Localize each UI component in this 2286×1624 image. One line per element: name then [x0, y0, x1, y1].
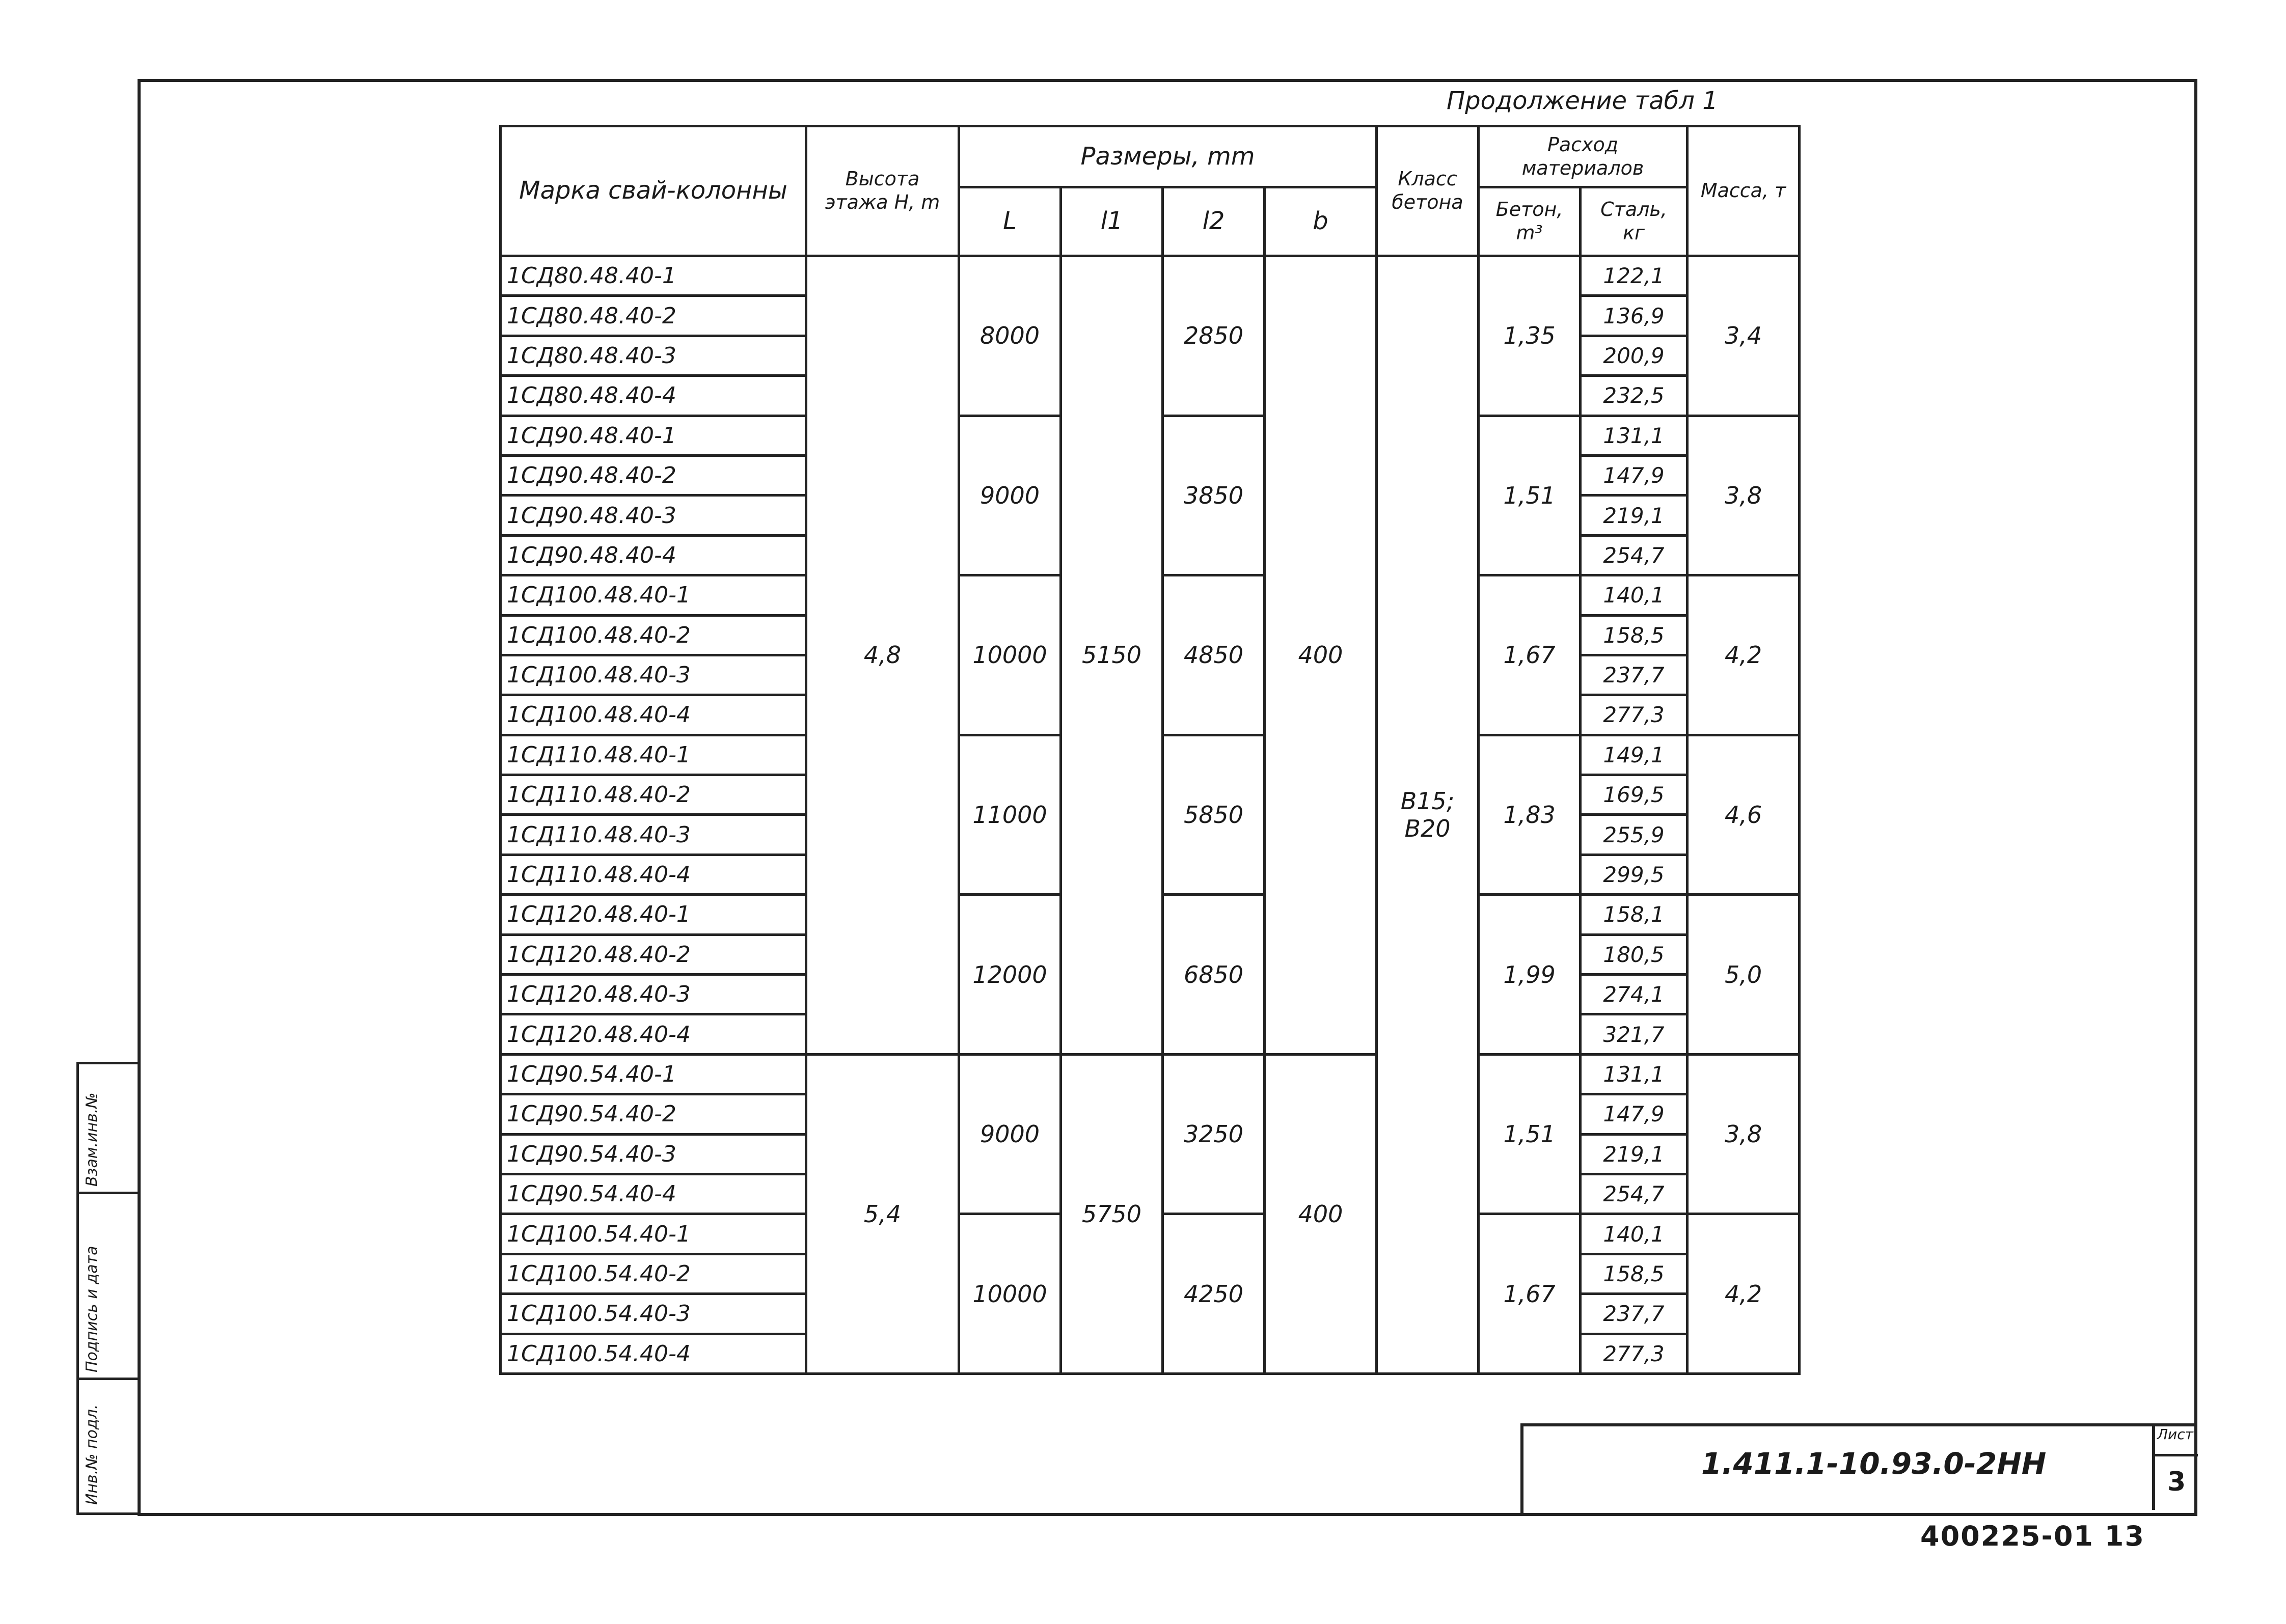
- mass-cell: 3,4: [1688, 256, 1800, 416]
- strip-inv-label: Инв.№ подл.: [83, 1404, 101, 1505]
- steel-cell: 255,9: [1581, 815, 1688, 855]
- steel-cell: 180,5: [1581, 934, 1688, 974]
- length-cell: 9000: [959, 1054, 1061, 1214]
- mark-cell: 1СД100.48.40-2: [501, 615, 806, 655]
- concrete-volume-cell: 1,67: [1479, 575, 1581, 735]
- mass-cell: 3,8: [1688, 1054, 1800, 1214]
- mark-cell: 1СД90.54.40-2: [501, 1094, 806, 1134]
- concrete-volume-cell: 1,99: [1479, 895, 1581, 1055]
- steel-cell: 147,9: [1581, 1094, 1688, 1134]
- mark-cell: 1СД120.48.40-3: [501, 975, 806, 1014]
- length-cell: 8000: [959, 256, 1061, 416]
- steel-cell: 169,5: [1581, 775, 1688, 815]
- mark-cell: 1СД90.54.40-1: [501, 1054, 806, 1094]
- strip-replace-label: Взам.инв.№: [83, 1092, 101, 1187]
- strip-cell-sign: [79, 1194, 140, 1380]
- col-class-header: Класс бетона: [1377, 126, 1479, 256]
- continuation-label: Продолжение табл 1: [1447, 87, 1718, 115]
- steel-cell: 274,1: [1581, 975, 1688, 1014]
- steel-cell: 131,1: [1581, 1054, 1688, 1094]
- steel-cell: 254,7: [1581, 1174, 1688, 1214]
- binding-strip: [76, 1062, 140, 1515]
- strip-cell-replace: [79, 1064, 140, 1194]
- spec-table: [499, 125, 1801, 1375]
- mass-cell: 4,2: [1688, 1214, 1800, 1374]
- steel-cell: 219,1: [1581, 496, 1688, 535]
- sheet-label: Лист: [2157, 1426, 2193, 1443]
- mark-cell: 1СД80.48.40-2: [501, 296, 806, 336]
- mass-cell: 4,2: [1688, 575, 1800, 735]
- mark-cell: 1СД120.48.40-4: [501, 1014, 806, 1054]
- l1-cell: 5750: [1061, 1054, 1163, 1373]
- height-cell: 4,8: [806, 256, 959, 1055]
- mark-cell: 1СД100.48.40-4: [501, 695, 806, 735]
- mass-cell: 3,8: [1688, 416, 1800, 575]
- steel-cell: 131,1: [1581, 416, 1688, 455]
- steel-cell: 299,5: [1581, 855, 1688, 894]
- mark-cell: 1СД80.48.40-1: [501, 256, 806, 296]
- mass-cell: 5,0: [1688, 895, 1800, 1055]
- mark-cell: 1СД120.48.40-1: [501, 895, 806, 934]
- col-concrete-header: Бетон, m³: [1479, 187, 1581, 256]
- length-cell: 11000: [959, 735, 1061, 895]
- length-cell: 10000: [959, 1214, 1061, 1374]
- col-dims-header: Размеры, mm: [959, 126, 1377, 187]
- table-row: [501, 1054, 1800, 1094]
- l2-cell: 3250: [1163, 1054, 1265, 1214]
- mark-cell: 1СД110.48.40-1: [501, 735, 806, 775]
- steel-cell: 158,1: [1581, 895, 1688, 934]
- concrete-volume-cell: 1,35: [1479, 256, 1581, 416]
- steel-cell: 200,9: [1581, 336, 1688, 375]
- length-cell: 12000: [959, 895, 1061, 1055]
- concrete-volume-cell: 1,51: [1479, 1054, 1581, 1214]
- concrete-volume-cell: 1,67: [1479, 1214, 1581, 1374]
- mark-cell: 1СД100.54.40-2: [501, 1254, 806, 1293]
- mark-cell: 1СД100.54.40-4: [501, 1334, 806, 1373]
- col-mark-header: Марка свай-колонны: [501, 126, 806, 256]
- col-b-header: b: [1265, 187, 1377, 256]
- col-materials-header: Расход материалов: [1479, 126, 1688, 187]
- b-cell: 400: [1265, 1054, 1377, 1373]
- col-mass-header: Масса, т: [1688, 126, 1800, 256]
- length-cell: 10000: [959, 575, 1061, 735]
- mark-cell: 1СД90.48.40-2: [501, 455, 806, 495]
- steel-cell: 277,3: [1581, 695, 1688, 735]
- steel-cell: 219,1: [1581, 1134, 1688, 1174]
- sheet-separator: [2152, 1454, 2198, 1456]
- length-cell: 9000: [959, 416, 1061, 575]
- steel-cell: 140,1: [1581, 1214, 1688, 1254]
- l2-cell: 4250: [1163, 1214, 1265, 1374]
- col-steel-header: Сталь, кг: [1581, 187, 1688, 256]
- mark-cell: 1СД90.48.40-1: [501, 416, 806, 455]
- steel-cell: 237,7: [1581, 1294, 1688, 1334]
- mark-cell: 1СД100.48.40-1: [501, 575, 806, 615]
- steel-cell: 277,3: [1581, 1334, 1688, 1373]
- mark-cell: 1СД80.48.40-3: [501, 336, 806, 375]
- col-l2-header: l2: [1163, 187, 1265, 256]
- mark-cell: 1СД110.48.40-4: [501, 855, 806, 894]
- steel-cell: 147,9: [1581, 455, 1688, 495]
- steel-cell: 122,1: [1581, 256, 1688, 296]
- col-height-header: Высота этажа H, m: [806, 126, 959, 256]
- mark-cell: 1СД110.48.40-2: [501, 775, 806, 815]
- concrete-volume-cell: 1,83: [1479, 735, 1581, 895]
- height-cell: 5,4: [806, 1054, 959, 1373]
- mark-cell: 1СД80.48.40-4: [501, 376, 806, 416]
- archive-number: 400225-01 13: [1920, 1520, 2145, 1552]
- b-cell: 400: [1265, 256, 1377, 1055]
- mark-cell: 1СД90.48.40-3: [501, 496, 806, 535]
- l2-cell: 4850: [1163, 575, 1265, 735]
- strip-cell-inv: [79, 1380, 140, 1510]
- mark-cell: 1СД90.48.40-4: [501, 535, 806, 575]
- steel-cell: 321,7: [1581, 1014, 1688, 1054]
- l2-cell: 3850: [1163, 416, 1265, 575]
- document-code: 1.411.1-10.93.0-2НН: [1701, 1446, 2047, 1481]
- mark-cell: 1СД120.48.40-2: [501, 934, 806, 974]
- mark-cell: 1СД90.54.40-4: [501, 1174, 806, 1214]
- concrete-volume-cell: 1,51: [1479, 416, 1581, 575]
- strip-sign-label: Подпись и дата: [83, 1246, 101, 1372]
- col-l1-header: l1: [1061, 187, 1163, 256]
- steel-cell: 237,7: [1581, 655, 1688, 695]
- steel-cell: 140,1: [1581, 575, 1688, 615]
- steel-cell: 232,5: [1581, 376, 1688, 416]
- mark-cell: 1СД100.54.40-1: [501, 1214, 806, 1254]
- l2-cell: 6850: [1163, 895, 1265, 1055]
- steel-cell: 149,1: [1581, 735, 1688, 775]
- steel-cell: 254,7: [1581, 535, 1688, 575]
- mark-cell: 1СД100.48.40-3: [501, 655, 806, 695]
- mark-cell: 1СД90.54.40-3: [501, 1134, 806, 1174]
- spec-table-body: [501, 256, 1800, 1374]
- l1-cell: 5150: [1061, 256, 1163, 1055]
- l2-cell: 5850: [1163, 735, 1265, 895]
- mark-cell: 1СД110.48.40-3: [501, 815, 806, 855]
- concrete-class-cell: B15; B20: [1377, 256, 1479, 1374]
- col-L-header: L: [959, 187, 1061, 256]
- sheet-number: 3: [2167, 1467, 2186, 1497]
- l2-cell: 2850: [1163, 256, 1265, 416]
- mass-cell: 4,6: [1688, 735, 1800, 895]
- steel-cell: 158,5: [1581, 615, 1688, 655]
- table-row: [501, 256, 1800, 296]
- steel-cell: 136,9: [1581, 296, 1688, 336]
- mark-cell: 1СД100.54.40-3: [501, 1294, 806, 1334]
- steel-cell: 158,5: [1581, 1254, 1688, 1293]
